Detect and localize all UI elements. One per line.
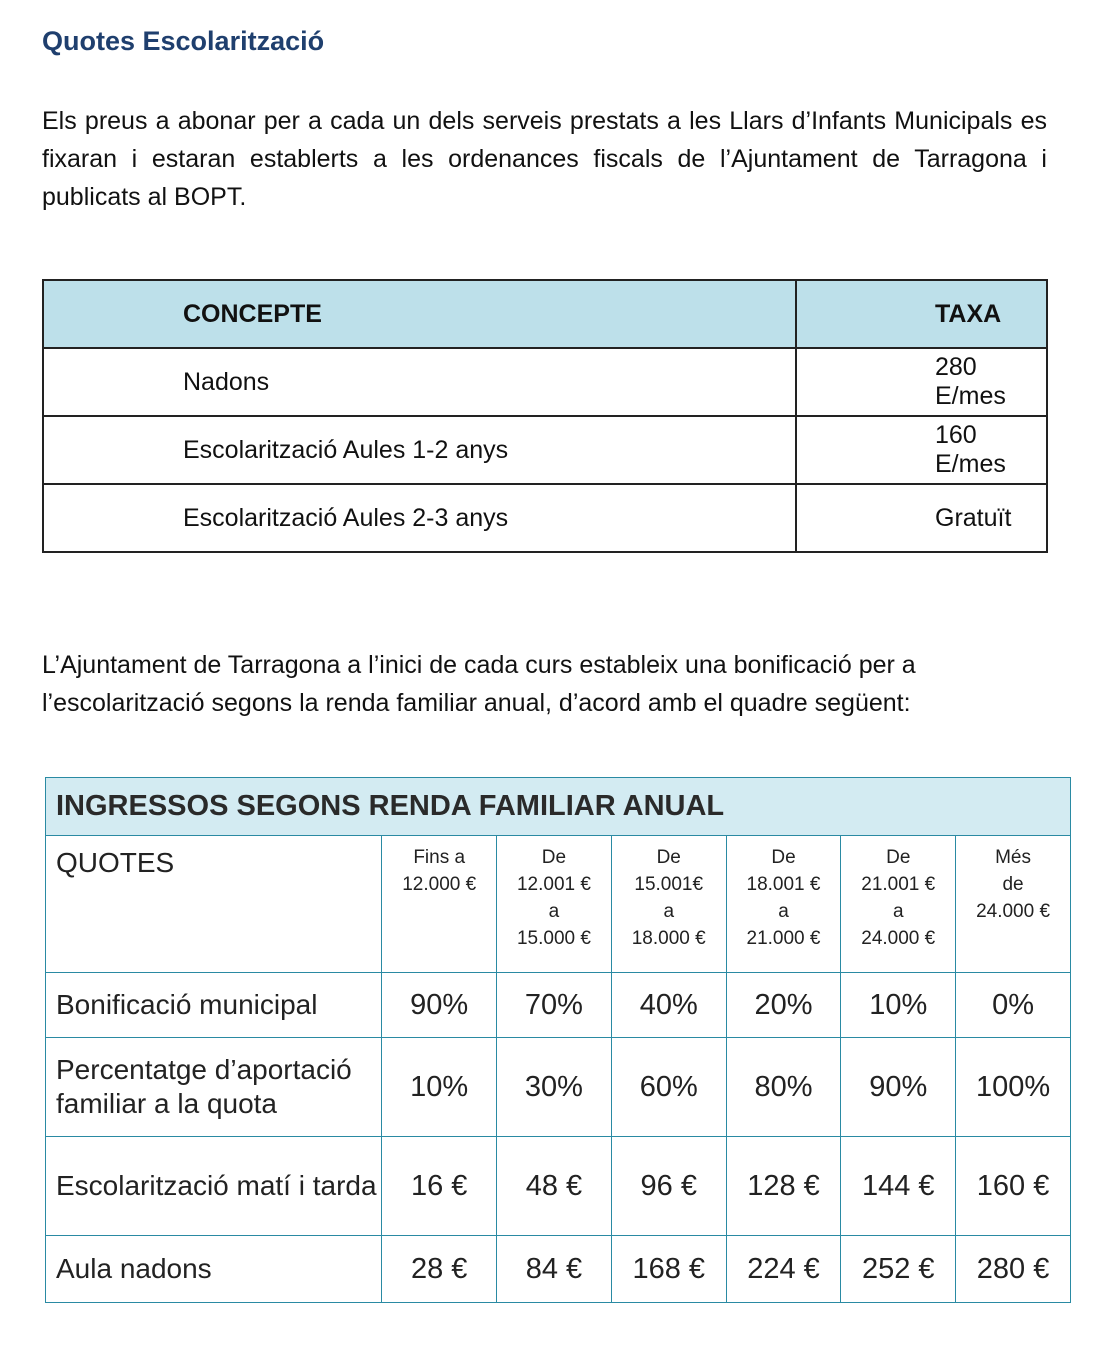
fees-row: [43, 416, 1047, 484]
bonification-paragraph: L’Ajuntament de Tarragona a l’inici de cada curs estableix una bonificació per a l’escolarització segons la renda familiar anual, d’acord amb el quadre següent:: [42, 651, 916, 717]
fees-cell-rate: Gratuït: [796, 484, 1047, 552]
fees-cell-rate: 280 E/mes: [796, 348, 1047, 416]
fees-cell-concept: Nadons: [43, 348, 796, 416]
income-cell: 70%: [497, 973, 612, 1038]
income-cell: 80%: [726, 1038, 841, 1137]
income-cell: 90%: [841, 1038, 956, 1137]
range-line: 18.000 €: [631, 928, 706, 949]
income-cell: 30%: [497, 1038, 612, 1137]
income-cell: 90%: [382, 973, 497, 1038]
income-cell: 128 €: [726, 1137, 841, 1236]
income-cell: 224 €: [726, 1236, 841, 1303]
income-cell: 96 €: [611, 1137, 726, 1236]
range-line: De: [886, 847, 911, 868]
fees-header-row: [43, 280, 1047, 348]
intro-paragraph: Els preus a abonar per a cada un dels serveis prestats a les Llars d’Infants Municipals es fixaran i estaran establerts a les ordenances fiscals de l’Ajuntament de Tarragona i publicats al BOPT.: [42, 107, 1047, 211]
range-line: 21.000 €: [746, 928, 821, 949]
income-cell: 16 €: [382, 1137, 497, 1236]
fees-cell-concept: Escolarització Aules 2-3 anys: [43, 484, 796, 552]
income-range-header: [382, 836, 497, 973]
income-row: [46, 1038, 1071, 1137]
range-line: Més: [995, 847, 1032, 868]
income-cell: 28 €: [382, 1236, 497, 1303]
income-cell: 40%: [611, 973, 726, 1038]
income-cell: 20%: [726, 973, 841, 1038]
range-line: de: [1002, 874, 1024, 895]
range-line: a: [548, 901, 560, 922]
fees-header-rate: TAXA: [796, 280, 1047, 348]
page-title: Quotes Escolarització: [42, 26, 325, 56]
range-line: 15.000 €: [516, 928, 591, 949]
income-range-header: [611, 836, 726, 973]
income-cell: 160 €: [956, 1137, 1071, 1236]
income-cell: 84 €: [497, 1236, 612, 1303]
income-cell: 10%: [382, 1038, 497, 1137]
range-line: a: [663, 901, 675, 922]
range-line: 24.000 €: [861, 928, 936, 949]
income-ranges-row: [46, 836, 1071, 973]
income-row-label: Percentatge d’aportació familiar a la quota: [46, 1038, 382, 1137]
income-range-header: [497, 836, 612, 973]
range-line: Fins a: [413, 847, 466, 868]
fees-row: [43, 484, 1047, 552]
income-row: [46, 973, 1071, 1038]
income-row-label: Escolarització matí i tarda: [46, 1137, 382, 1236]
income-cell: 144 €: [841, 1137, 956, 1236]
range-line: 12.000 €: [402, 874, 477, 895]
income-cell: 10%: [841, 973, 956, 1038]
income-cell: 252 €: [841, 1236, 956, 1303]
fees-row: [43, 348, 1047, 416]
income-cell: 0%: [956, 973, 1071, 1038]
income-row-label: Aula nadons: [46, 1236, 382, 1303]
income-range-header: [726, 836, 841, 973]
income-row: [46, 1137, 1071, 1236]
income-table: [45, 777, 1071, 1303]
range-line: 24.000 €: [976, 901, 1051, 922]
range-line: a: [892, 901, 904, 922]
income-row: [46, 1236, 1071, 1303]
fees-cell-concept: Escolarització Aules 1-2 anys: [43, 416, 796, 484]
income-cell: 168 €: [611, 1236, 726, 1303]
income-cell: 280 €: [956, 1236, 1071, 1303]
range-line: 18.001 €: [746, 874, 821, 895]
range-line: a: [778, 901, 789, 922]
range-line: De: [656, 847, 681, 868]
income-banner: INGRESSOS SEGONS RENDA FAMILIAR ANUAL: [46, 778, 1071, 836]
fees-header-concept: CONCEPTE: [43, 280, 796, 348]
income-cell: 60%: [611, 1038, 726, 1137]
income-banner-row: [46, 778, 1071, 836]
range-line: De: [541, 847, 567, 868]
range-line: 15.001€: [634, 874, 704, 895]
fees-cell-rate: 160 E/mes: [796, 416, 1047, 484]
range-line: 21.001 €: [861, 874, 936, 895]
range-line: 12.001 €: [516, 874, 591, 895]
income-range-header: [841, 836, 956, 973]
fees-table: [42, 279, 1048, 553]
quotes-label: QUOTES: [46, 836, 382, 973]
income-cell: 48 €: [497, 1137, 612, 1236]
income-cell: 100%: [956, 1038, 1071, 1137]
income-range-header: [956, 836, 1071, 973]
income-row-label: Bonificació municipal: [46, 973, 382, 1038]
range-line: De: [771, 847, 796, 868]
